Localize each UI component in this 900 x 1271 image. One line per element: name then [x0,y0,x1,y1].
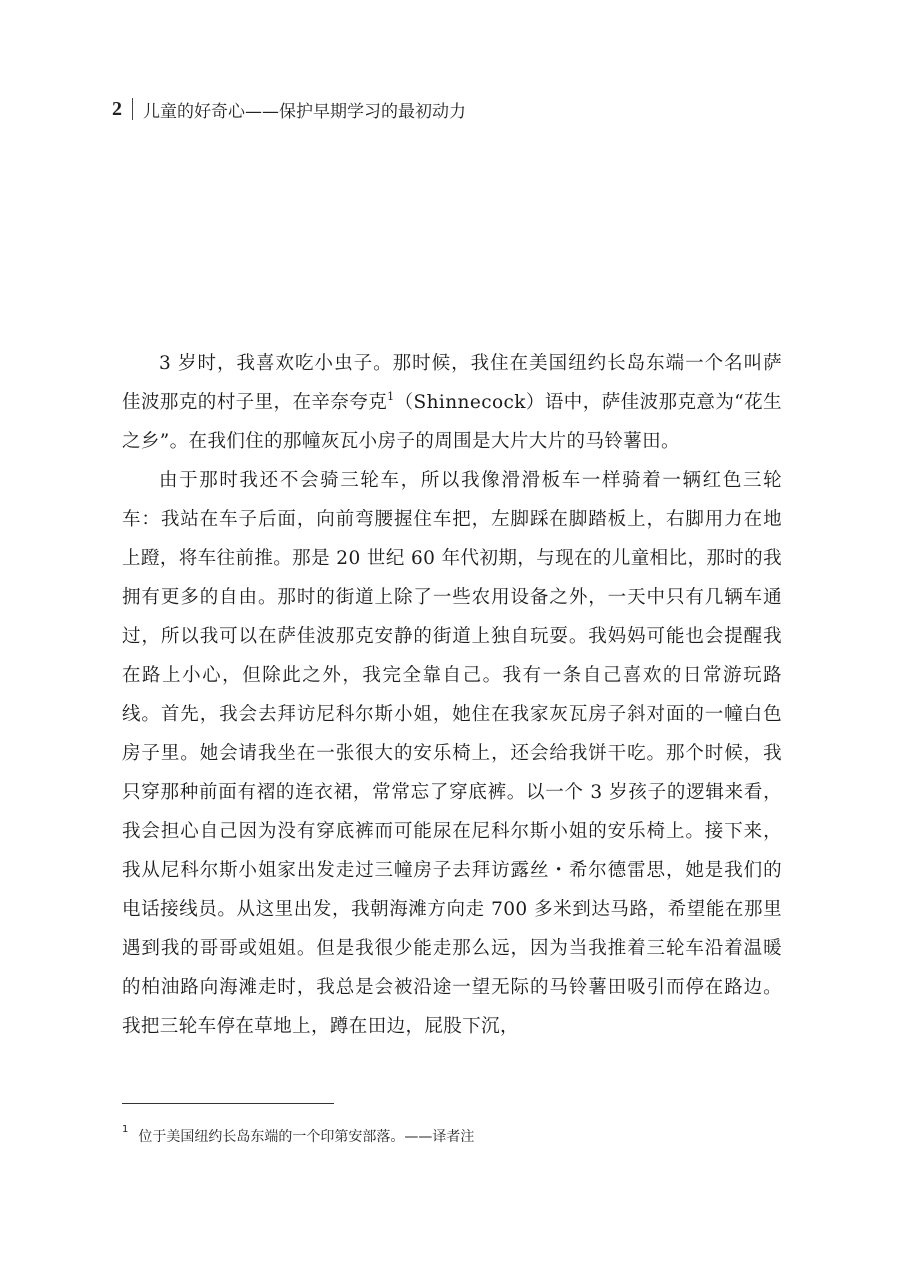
footnote-divider [122,1103,334,1104]
header-divider [132,98,133,120]
paragraph-1-part-1: 3 岁时，我喜欢吃小虫子。那时候，我住在美国纽约长岛东端一个名叫萨佳波那克的村子里，在辛奈夸克 [122,353,782,413]
running-title: 儿童的好奇心——保护早期学习的最初动力 [143,101,466,122]
running-header [112,95,466,123]
footnote-mark: 1 [122,1124,129,1135]
paragraph-1 [122,344,782,461]
footnote-text: 位于美国纽约长岛东端的一个印第安部落。——译者注 [138,1129,475,1145]
paragraph-2: 由于那时我还不会骑三轮车，所以我像滑滑板车一样骑着一辆红色三轮车：我站在车子后面，向前弯腰握住车把，左脚踩在脚踏板上，右脚用力在地上蹬，将车往前推。那是 20 世纪 60 年代初期，与现在的儿童相比，那时的我拥有更多的自由。那时的街道上除了一些农用设备之外，一天中只有几辆车通过，所以我可以在萨佳波那克安静的街道上独自玩耍。我妈妈可能也会提醒我在路上小心，但除此之外，我完全靠自己。我有一条自己喜欢的日常游玩路线。首先，我会去拜访尼科尔斯小姐，她住在我家灰瓦房子斜对面的一幢白色房子里。她会请我坐在一张很大的安乐椅上，还会给我饼干吃。那个时候，我只穿那种前面有褶的连衣裙，常常忘了穿底裤。以一个 3 岁孩子的逻辑来看，我会担心自己因为没有穿底裤而可能尿在尼科尔斯小姐的安乐椅上。接下来，我从尼科尔斯小姐家出发走过三幢房子去拜访露丝・希尔德雷思，她是我们的电话接线员。从这里出发，我朝海滩方向走 700 多米到达马路，希望能在那里遇到我的哥哥或姐姐。但是我很少能走那么远，因为当我推着三轮车沿着温暖的柏油路向海滩走时，我总是会被沿途一望无际的马铃薯田吸引而停在路边。我把三轮车停在草地上，蹲在田边，屁股下沉， [122,470,782,1037]
footnote [122,1126,474,1146]
page-number: 2 [112,97,122,120]
paragraph-1-part-2: （Shinnecock）语中，萨佳波那克意为“花生之乡”。在我们住的那幢灰瓦小房子的周围是大片大片的马铃薯田。 [122,392,782,452]
main-text [122,344,782,1046]
footnote-reference[interactable]: 1 [387,390,395,403]
